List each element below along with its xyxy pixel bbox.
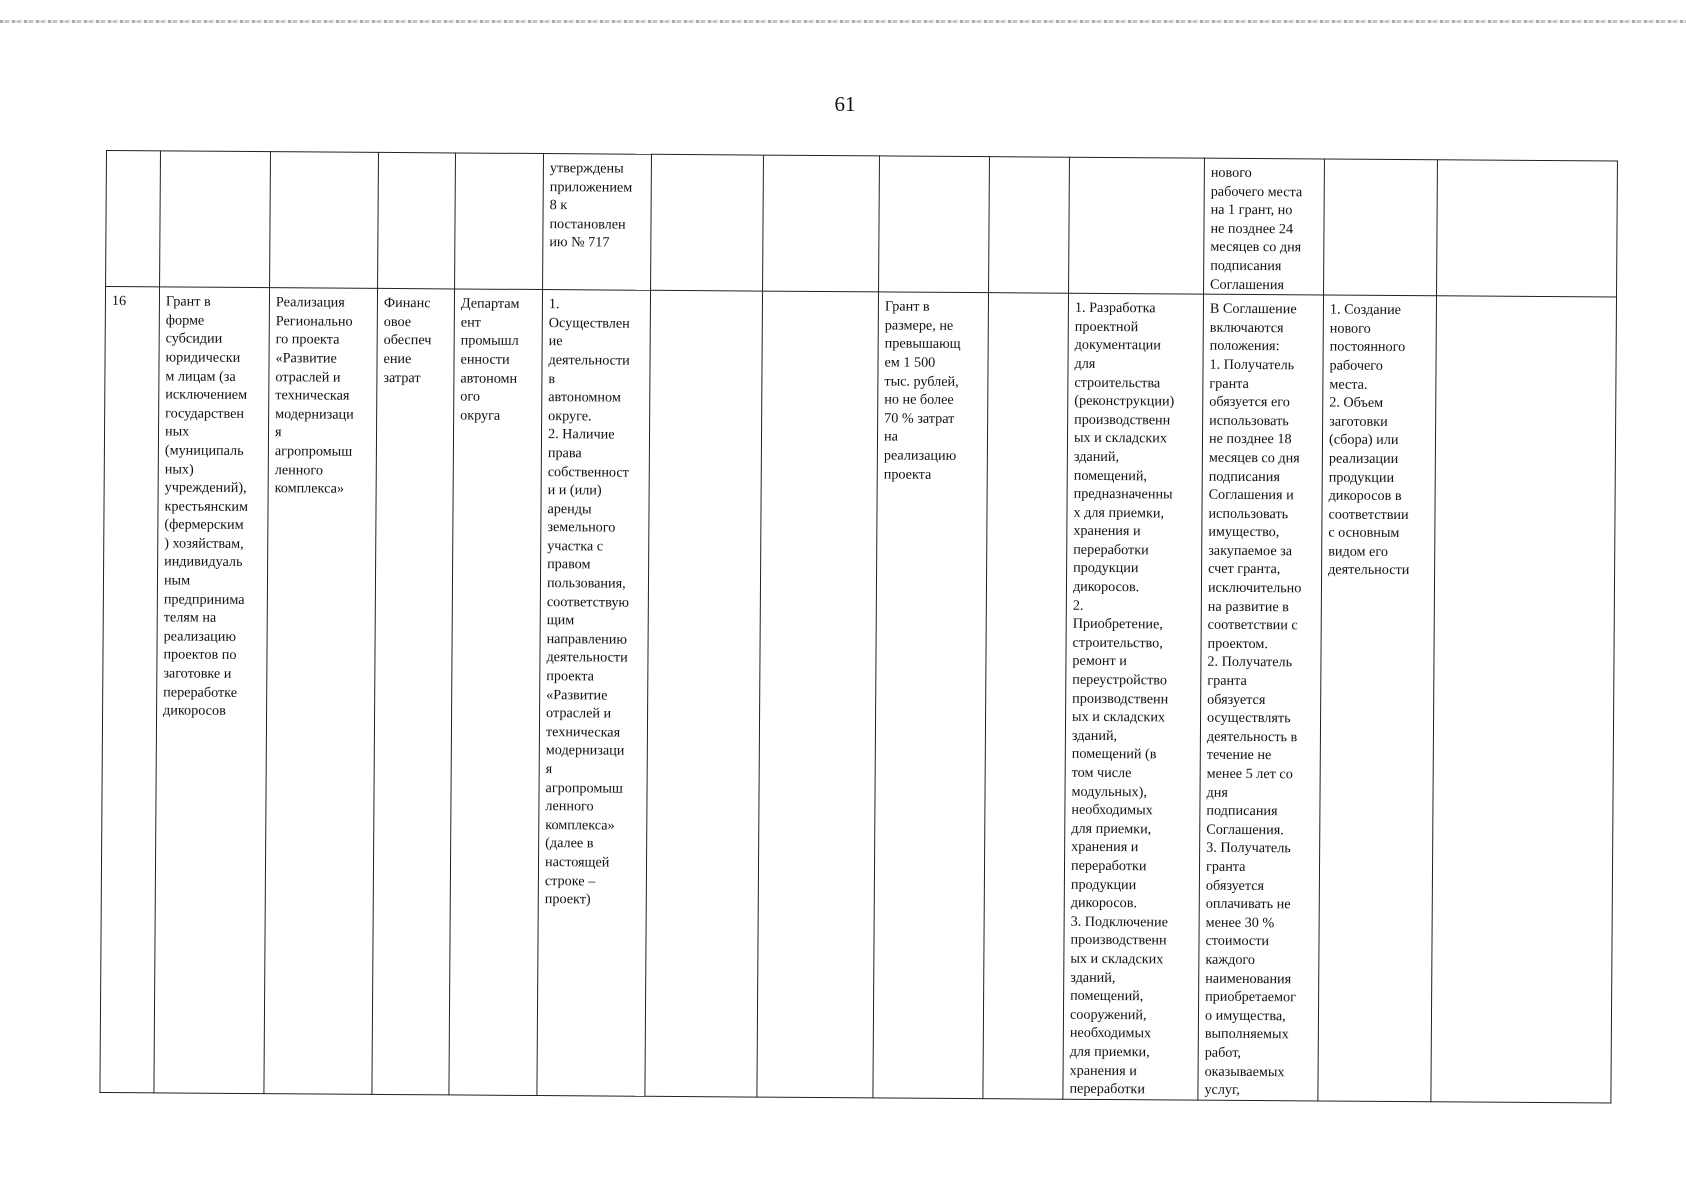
cell-grant-purpose xyxy=(372,289,455,1095)
cell-costs xyxy=(1069,157,1205,294)
cell-col14 xyxy=(1437,160,1618,297)
page-number: 61 xyxy=(834,92,856,116)
regional-project-text: Реализация Регионально го проекта «Развитие отраслей и техническая модернизаци я агропромыш ленного комплекса» xyxy=(274,294,354,497)
cell-eligible-costs xyxy=(1063,293,1204,1099)
cell-regional-project xyxy=(264,288,378,1094)
criteria-continuation-text: утверждены приложением 8 к постановлен ию № 717 xyxy=(549,160,633,251)
department-text: Департам ент промышл енности автономн ого округа xyxy=(460,295,520,424)
cell-department xyxy=(449,289,543,1095)
document-table xyxy=(99,150,1618,1103)
cell-col8 xyxy=(757,291,879,1097)
grant-name-text: Грант в форме субсидии юридически м лицам (за исключением государствен ных (муниципаль ных) учреждений), крестьянским (фермерским ) хозяйствам, индивидуаль ным предпринима телям на реализацию проектов по заготовке и переработке дикоросов xyxy=(163,293,249,720)
cell-project xyxy=(270,152,379,289)
cell-name xyxy=(160,151,271,288)
cell-number xyxy=(106,151,161,288)
eligible-costs-text: 1. Разработка проектной документации для строительства (реконструкции) производственн ых и складских зданий, помещений, предназначенны х для приемки, хранения и переработки продукции дикоросов. 2. Приобретение, строительство, ремонт и переустройство производственн ых и складских зданий, помещений (в том числе модульных), необходимых для приемки, хранения и переработки продукции дикоросов. 3. Подключение производственн ых и складских зданий, помещений, сооружений, необходимых для приемки, хранения и переработки xyxy=(1069,299,1175,1098)
cell-department xyxy=(455,153,544,290)
cell-agreement-continuation xyxy=(1204,158,1325,295)
cell-col10 xyxy=(989,157,1070,294)
cell-col7 xyxy=(651,154,764,291)
grant-purpose-text: Финанс овое обеспеч ение затрат xyxy=(383,295,432,386)
results-text: 1. Создание нового постоянного рабочего места. 2. Объем заготовки (сбора) или реализации продукции дикоросов в соответствии с основным видом его деятельности xyxy=(1328,301,1410,579)
cell-col8 xyxy=(763,155,880,292)
cell-purpose xyxy=(378,152,456,289)
cell-results xyxy=(1324,159,1438,296)
cell-amount xyxy=(879,156,990,293)
cell-criteria xyxy=(537,290,651,1096)
cell-col7 xyxy=(645,290,763,1096)
table-row-continuation xyxy=(106,151,1618,298)
cell-col14 xyxy=(1431,296,1617,1103)
criteria-text: 1. Осуществлен ие деятельности в автономном округе. 2. Наличие права собственност и и (или) аренды земельного участка с правом пользования, соответствую щим направлению деятельности проекта «Развитие отраслей и техническая модернизаци я агропромыш ленного комплекса» (далее в настоящей строке – проект) xyxy=(544,296,630,908)
cell-criteria-continuation xyxy=(543,154,652,291)
scan-edge-artifact xyxy=(0,20,1686,23)
agreement-terms-text: В Соглашение включаются положения: 1. Получатель гранта обязуется его использовать не позднее 18 месяцев со дня подписания Соглашения и использовать имущество, закупаемое за счет гранта, исключительно на развитие в соответствии с проектом. 2. Получатель гранта обязуется осуществлять деятельность в течение не менее 5 лет со дня подписания Соглашения. 3. Получатель гранта обязуется оплачивать не менее 30 % стоимости каждого наименования приобретаемог о имущества, выполняемых работ, оказываемых услуг, xyxy=(1204,300,1302,1099)
cell-agreement-terms xyxy=(1198,294,1324,1100)
row-number-text: 16 xyxy=(111,293,127,310)
agreement-continuation-text: нового рабочего места на 1 грант, но не позднее 24 месяцев со дня подписания Соглашения xyxy=(1210,164,1303,293)
cell-row-number xyxy=(100,287,160,1093)
cell-results xyxy=(1318,295,1437,1101)
cell-grant-amount xyxy=(873,292,989,1098)
cell-grant-name xyxy=(154,287,270,1093)
table-row-16 xyxy=(100,287,1617,1103)
cell-col10 xyxy=(983,293,1069,1099)
grant-amount-text: Грант в размере, не превышающ ем 1 500 тыс. рублей, но не более 70 % затрат на реализацию проекта xyxy=(883,298,961,483)
document-table-wrapper xyxy=(99,150,1618,1103)
